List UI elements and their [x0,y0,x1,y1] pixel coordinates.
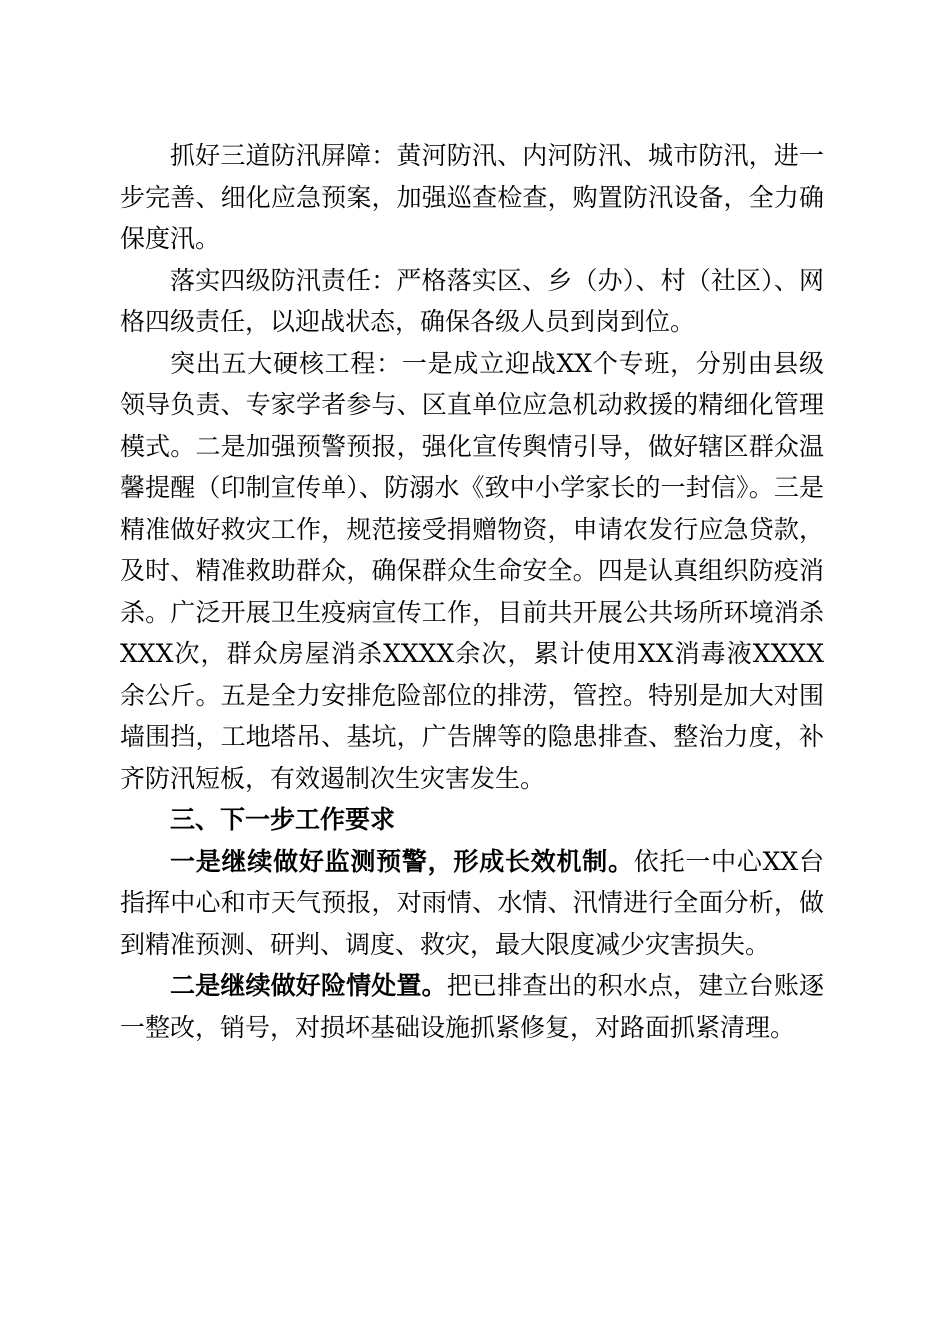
section-heading: 三、下一步工作要求 [170,805,396,834]
paragraph-flood-barriers: 抓好三道防汛屏障：黄河防汛、内河防汛、城市防汛，进一步完善、细化应急预案，加强巡查检查，购置防汛设备，全力确保度汛。 [120,141,824,253]
paragraph-four-level-responsibility: 落实四级防汛责任：严格落实区、乡（办）、村（社区）、网格四级责任，以迎战状态，确保各级人员到岗到位。 [120,265,824,336]
requirement-emergency-handling [120,965,824,1048]
document-page [120,135,824,1048]
requirement-body: 依托一中心XX台指挥中心和市天气预报，对雨情、水情、汛情进行全面分析，做到精准预测、研判、调度、救灾，最大限度减少灾害损失。 [120,846,824,959]
requirement-body: 把已排查出的积水点，建立台账逐一整改，销号，对损坏基础设施抓紧修复，对路面抓紧清理。 [120,971,824,1042]
requirement-monitoring [120,841,824,966]
requirement-lead: 二是继续做好险情处置。 [170,971,447,1000]
requirement-lead: 一是继续做好监测预警，形成长效机制。 [170,846,634,876]
paragraph-five-core-projects: 突出五大硬核工程：一是成立迎战XX个专班，分别由县级领导负责、专家学者参与、区直单位应急机动救援的精细化管理模式。二是加强预警预报，强化宣传舆情引导，做好辖区群众温馨提醒（印制宣传单）、防溺水《致中小学家长的一封信》。三是精准做好救灾工作，规范接受捐赠物资，申请农发行应急贷款，及时、精准救助群众，确保群众生命安全。四是认真组织防疫消杀。广泛开展卫生疫病宣传工作，目前共开展公共场所环境消杀XXX次，群众房屋消杀XXXX余次，累计使用XX消毒液XXXX余公斤。五是全力安排危险部位的排涝，管控。特别是加大对围墙围挡，工地塔吊、基坑，广告牌等的隐患排查、整治力度，补齐防汛短板，有效遏制次生灾害发生。 [120,348,824,793]
